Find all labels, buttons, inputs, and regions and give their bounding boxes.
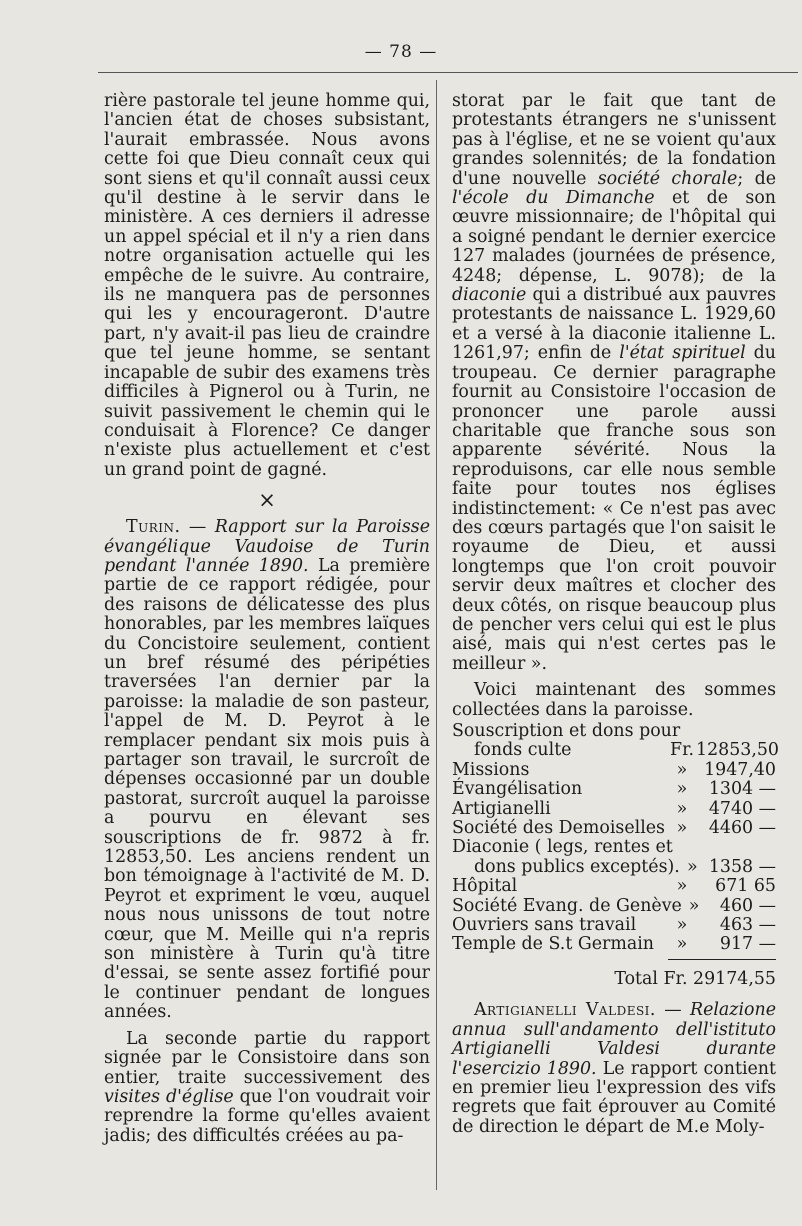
artigianelli-report-body: Le rapport contient en premier lieu l'expression des vifs regrets que fait éprouver au Comité de direction le départ de M.e Moly- [452, 1058, 776, 1137]
ledger-amount: 671 65 [715, 876, 776, 897]
ledger-label: Temple de S.t Germain [452, 934, 654, 955]
ledger-label: Ouvriers sans travail [452, 915, 637, 936]
paragraph-second-part [104, 1030, 430, 1146]
ledger-label: Missions [452, 759, 530, 780]
ledger-row [452, 740, 779, 761]
ledger-label: fonds culte [474, 740, 572, 761]
section-separator: × [258, 488, 276, 513]
ledger-label: Société Evang. de Genève [452, 895, 682, 916]
ledger-row [452, 877, 776, 896]
ledger-label: Hôpital [452, 876, 518, 897]
text-run: et de son œuvre missionnaire; de l'hôpital qui a soigné pendant le dernier exercice 127 malades (journées de présence, 4248; dépense, L. 9078); de la [452, 188, 776, 286]
ledger-currency: » [686, 856, 698, 877]
ledger-row [452, 761, 776, 780]
turin-report-title: Rapport sur la Paroisse évangélique Vaudoise de Turin pendant l'année 1890. [104, 517, 430, 576]
ledger-row [452, 916, 776, 935]
ledger-amount: 4740 — [708, 798, 776, 819]
column-divider [436, 80, 437, 1190]
ledger-row [452, 819, 776, 838]
ledger-row [452, 858, 776, 877]
ledger-currency: Fr. [670, 740, 694, 761]
paragraph-pastoral-career: rière pastorale tel jeune homme qui, l'ancien état de choses subsistant, l'aurait embrassée. Nous avons cette foi que Dieu connaît ceux qui sont siens et qu'il connaît aussi ceux qu'il destine à le servir dans le ministère. A ces derniers il adresse un appel spécial et il n'y a rien dans notre organisation actuelle qui les empêche de le suivre. Au contraire, ils ne manquera pas de personnes qui les y encourageront. D'autre part, n'y avait-il pas lieu de craindre que tel jeune homme, se sentant incapable de subir des examens très difficiles à Pignerol ou à Turin, ne suivit passivement le chemin qui le conduisait à Florence? Ce danger n'existe plus actuellement et c'est un grand point de gagné. [104, 91, 430, 480]
ledger-currency: » [676, 876, 688, 897]
text-run: storat par le fait que tant de protestants étrangers ne s'unissent pas à l'église, et ne se voient qu'aux grandes solennités; de la fondation d'une nouvelle [452, 91, 776, 189]
ledger-row [452, 780, 776, 799]
ledger-amount: 463 — [719, 915, 776, 936]
ledger-currency: » [676, 798, 688, 819]
second-part-start: La seconde partie du rapport signée par le Consistoire dans son entier, traite successivement des [104, 1028, 430, 1088]
paragraph-turin-report [104, 518, 430, 1023]
paragraph-pastorate-continued [452, 92, 776, 674]
text-run: ; de [737, 168, 776, 189]
text-run: qui a distribué aux pauvres protestants de naissance L. 1929,60 et a versé à la diaconie italienne L. 1261,97; enfin de [452, 285, 776, 364]
second-part-end: que l'on voudrait voir reprendre la forme qu'elles avaient jadis; des difficultés créées au pa- [104, 1086, 430, 1146]
ledger-row [452, 935, 776, 954]
ledger-amount: 1358 — [708, 856, 776, 877]
italic-spiritual-state: l'état spirituel [619, 343, 746, 364]
section-heading-turin: Turin. [126, 517, 181, 538]
italic-choral-society: société chorale [597, 168, 738, 189]
section-heading-artigianelli: Artigianelli Valdesi. [474, 1000, 656, 1021]
paragraph-collections-intro: Voici maintenant des sommes collectées dans la paroisse. [452, 680, 776, 720]
page-number: — 78 — [364, 42, 438, 62]
ledger-amount: 1947,40 [704, 759, 776, 780]
ledger-amount: 1304 — [708, 779, 776, 800]
ledger-label: Société des Demoiselles [452, 818, 665, 839]
ledger-row [452, 722, 776, 741]
ledger-currency: » [676, 915, 688, 936]
ledger-amount: 460 — [719, 895, 776, 916]
ledger-amount: 12853,50 [696, 740, 779, 761]
turin-report-body: La première partie de ce rapport rédigée, pour des raisons de délicatesse des plus honorables, par les membres laïques du Concistoire seulement, contient un bref résumé des péripéties traversées l'an dernier par la paroisse: la maladie de son pasteur, l'appel de M. D. Peyrot à le remplacer pendant six mois puis à partager son travail, le surcroît de dépenses occasionné par un double pastorat, surcroît auquel la paroisse a pourvu en élevant ses souscriptions de fr. 9872 à fr. 12853,50. Les anciens rendent un bon témoignage à l'activité de M. D. Peyrot et expriment le vœu, auquel nous nous unissons de tout notre cœur, que M. Meille qui n'a repris son ministère à Turin qu'à titre d'essai, se sente assez fortifié pour le continuer pendant de longues années. [104, 555, 430, 1023]
ledger-label: Artigianelli [452, 798, 551, 819]
ledger-sum-rule [668, 959, 776, 960]
ledger-label: dons publics exceptés). [474, 856, 680, 877]
ledger-label: Évangélisation [452, 779, 583, 800]
ledger-label: Diaconie ( legs, rentes et [452, 837, 673, 858]
ledger-row [452, 838, 776, 857]
header-rule [98, 72, 798, 73]
heading-dash: — [655, 1000, 690, 1021]
ledger-currency: » [676, 779, 688, 800]
ledger-currency: » [688, 895, 700, 916]
collections-ledger [452, 721, 779, 955]
second-part-italic: visites d'église [104, 1086, 234, 1107]
ledger-amount: 4460 — [708, 818, 776, 839]
ledger-row [452, 800, 776, 819]
ledger-total: Total Fr. 29174,55 [614, 968, 776, 989]
artigianelli-report-title: Relazione annua sull'andamento dell'istituto Artigianelli Valdesi durante l'esercizio 1890. [452, 1000, 776, 1079]
ledger-amount: 917 — [719, 934, 776, 955]
text-run: du troupeau. Ce dernier paragraphe fournit au Consistoire l'occasion de prononcer une parole aussi charitable que franche sous son apparente sévérité. Nous la reproduisons, car elle nous semble faite pour toutes nos églises indistinctement: « Ce n'est pas avec des cœurs partagés que l'on saisit le royaume de Dieu, et aussi longtemps que l'on croit pouvoir servir deux maîtres et clocher des deux côtés, on risque beaucoup plus de pencher vers celui qui est le plus aisé, mais qui n'est certes pas le meilleur ». [452, 343, 776, 674]
ledger-row [452, 897, 776, 916]
heading-dash: — [180, 517, 215, 538]
left-column [104, 92, 430, 1146]
italic-sunday-school: l'école du Dimanche [452, 188, 655, 209]
paragraph-artigianelli [452, 1001, 776, 1137]
ledger-currency: » [676, 934, 688, 955]
ledger-label: Souscription et dons pour [452, 721, 681, 741]
right-column [452, 91, 779, 1137]
italic-diaconie: diaconie [452, 285, 527, 306]
ledger-currency: » [676, 818, 688, 839]
ledger-currency: » [676, 759, 688, 780]
